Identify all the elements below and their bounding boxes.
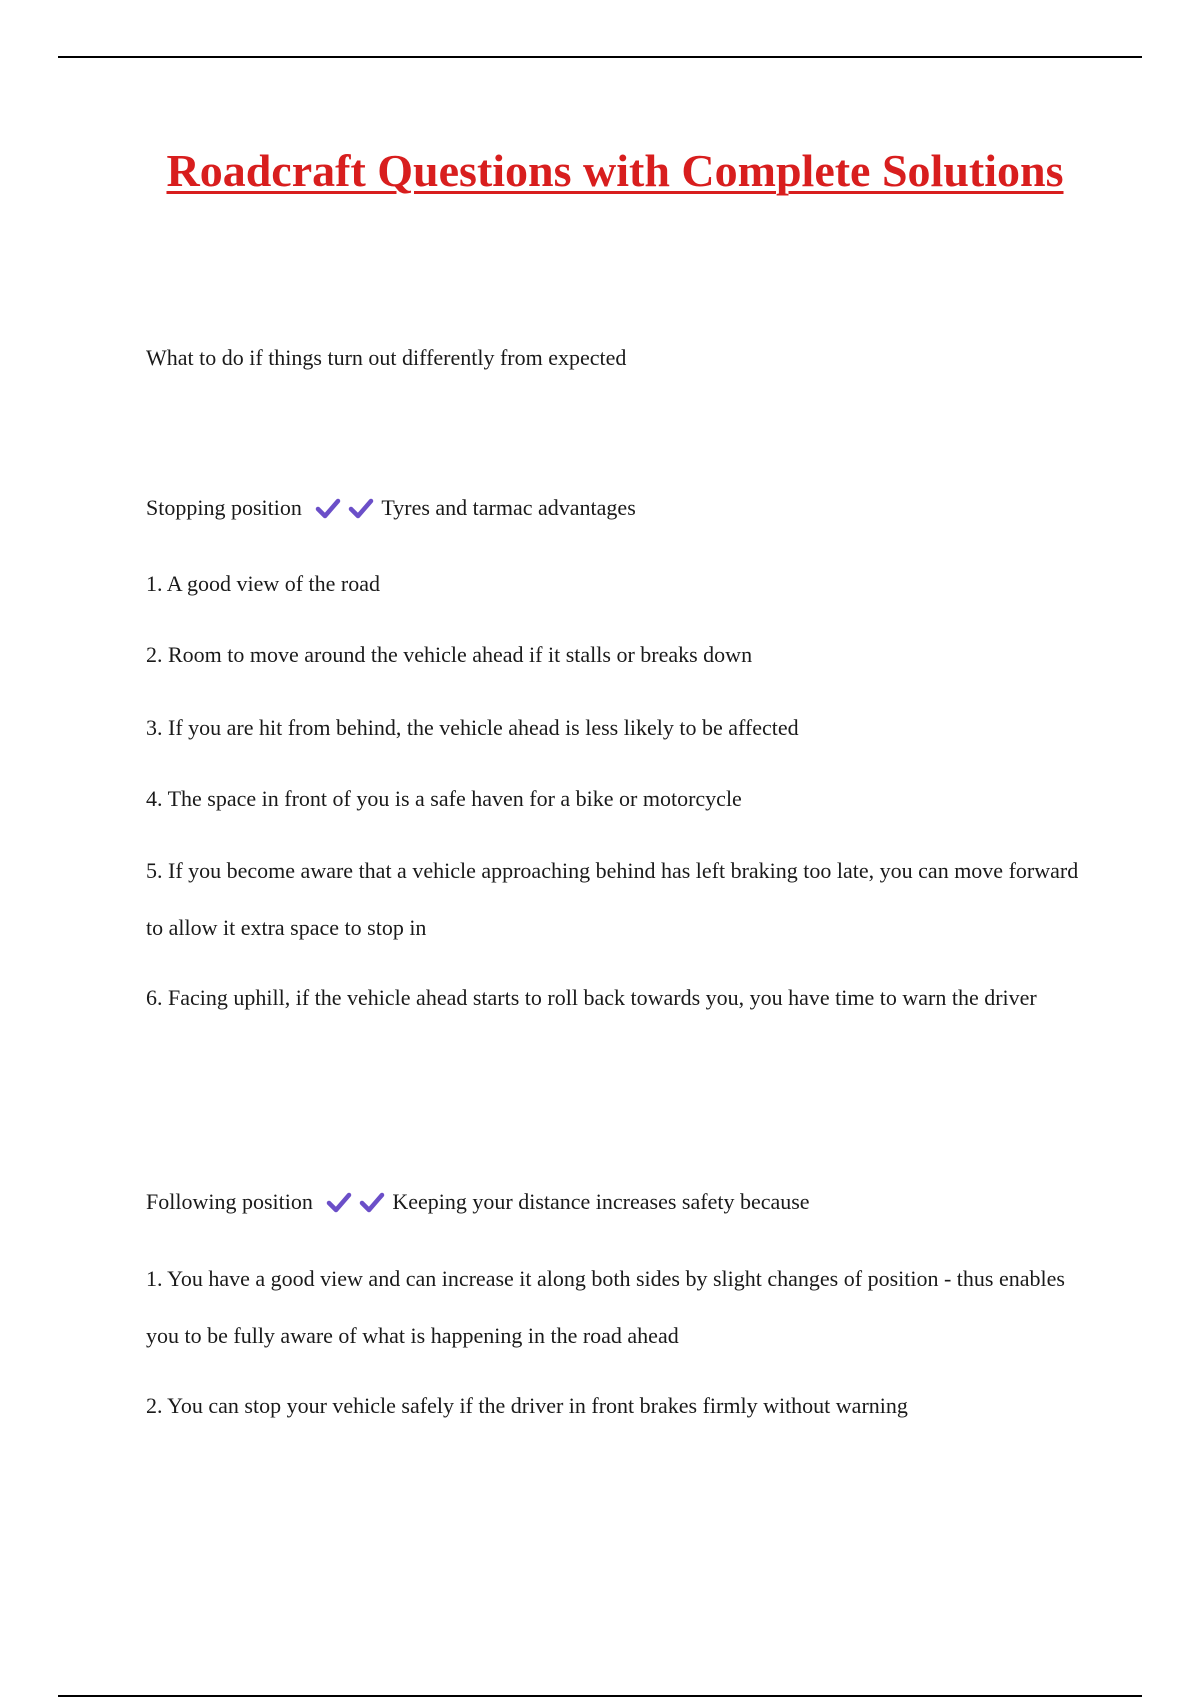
- stopping-position-question: [146, 479, 1096, 536]
- document-title: Roadcraft Questions with Complete Solutions: [166, 145, 1064, 196]
- list-item: 5. If you become aware that a vehicle approaching behind has left braking too late, you can move forward to allow it extra space to stop in: [146, 858, 1079, 940]
- answer-lead: Keeping your distance increases safety because: [392, 1189, 810, 1214]
- list-item: 1. A good view of the road: [146, 571, 381, 596]
- list-item: 2. You can stop your vehicle safely if the driver in front brakes firmly without warning: [146, 1393, 908, 1418]
- top-rule: [58, 56, 1142, 58]
- list-item: 3. If you are hit from behind, the vehicle ahead is less likely to be affected: [146, 715, 799, 740]
- checkmark-icon: [348, 497, 374, 519]
- bottom-rule: [58, 1695, 1142, 1697]
- following-position-question: [146, 1173, 1096, 1230]
- checkmark-icon: [359, 1191, 385, 1213]
- list-item: 4. The space in front of you is a safe haven for a bike or motorcycle: [146, 786, 742, 811]
- answer-lead: Tyres and tarmac advantages: [381, 495, 636, 520]
- list-item: 2. Room to move around the vehicle ahead if it stalls or breaks down: [146, 642, 753, 667]
- checkmark-icon: [315, 497, 341, 519]
- intro-text: What to do if things turn out differently from expected: [146, 345, 627, 370]
- list-item: 1. You have a good view and can increase it along both sides by slight changes of position - thus enables you to be fully aware of what is happening in the road ahead: [146, 1266, 1065, 1348]
- question-label: Following position: [146, 1189, 313, 1214]
- list-item: 6. Facing uphill, if the vehicle ahead starts to roll back towards you, you have time to warn the driver: [146, 985, 1037, 1010]
- question-label: Stopping position: [146, 495, 302, 520]
- checkmark-icon: [326, 1191, 352, 1213]
